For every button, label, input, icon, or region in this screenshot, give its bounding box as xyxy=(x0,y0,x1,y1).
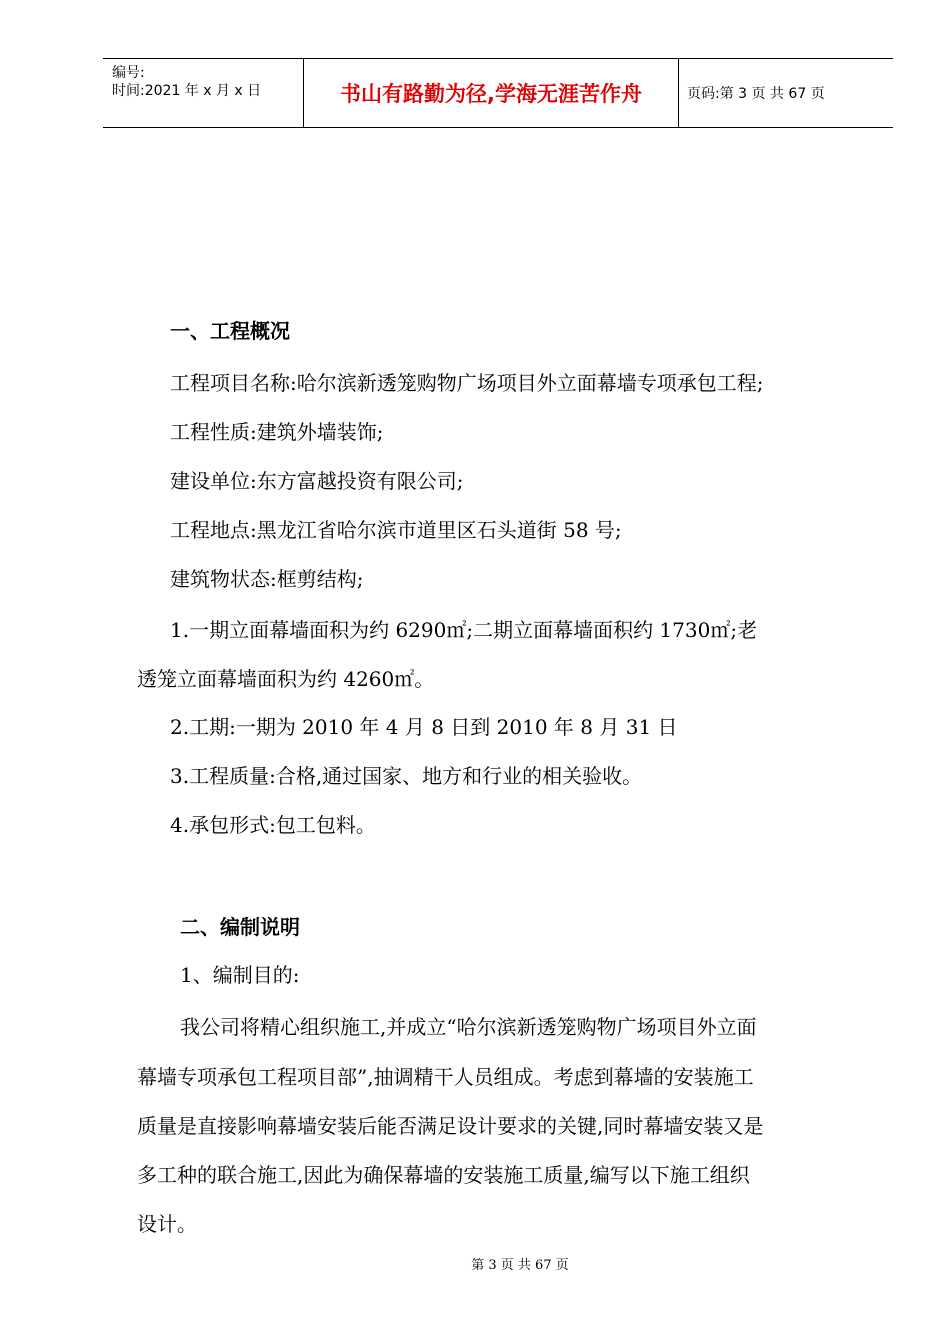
paragraph-line: 多工种的联合施工,因此为确保幕墙的安装施工质量,编写以下施工组织 xyxy=(137,1163,750,1187)
paragraph-line: 幕墙专项承包工程项目部”,抽调精干人员组成。考虑到幕墙的安装施工 xyxy=(137,1065,754,1089)
page-code: 页码:第 3 页 共 67 页 xyxy=(687,86,825,102)
paragraph-line: 透笼立面幕墙面积为约 4260㎡。 xyxy=(137,667,435,691)
paragraph-line: 工程地点:黑龙江省哈尔滨市道里区石头道街 58 号; xyxy=(170,518,622,542)
serial-label: 编号: xyxy=(112,65,145,81)
paragraph-line: 2.工期:一期为 2010 年 4 月 8 日到 2010 年 8 月 31 日 xyxy=(170,715,678,739)
paragraph-line: 建设单位:东方富越投资有限公司; xyxy=(170,469,464,493)
paragraph-line: 1.一期立面幕墙面积为约 6290㎡;二期立面幕墙面积约 1730㎡;老 xyxy=(170,618,758,642)
subheading-purpose: 1、编制目的: xyxy=(180,963,300,987)
paragraph-line: 4.承包形式:包工包料。 xyxy=(170,813,376,837)
paragraph-line: 工程性质:建筑外墙装饰; xyxy=(170,420,384,444)
time-label: 时间:2021 年 x 月 x 日 xyxy=(112,83,262,99)
paragraph-line: 质量是直接影响幕墙安装后能否满足设计要求的关键,同时幕墙安装又是 xyxy=(137,1114,764,1138)
paragraph-line: 3.工程质量:合格,通过国家、地方和行业的相关验收。 xyxy=(170,764,643,788)
section-heading-notes: 二、编制说明 xyxy=(180,915,300,939)
section-heading-overview: 一、工程概况 xyxy=(170,319,290,343)
page-header xyxy=(103,58,893,128)
header-page-cell xyxy=(678,59,893,127)
header-motto-cell xyxy=(303,59,679,127)
paragraph-line: 建筑物状态:框剪结构; xyxy=(170,567,364,591)
paragraph-line: 设计。 xyxy=(137,1212,197,1236)
motto: 书山有路勤为径,学海无涯苦作舟 xyxy=(340,82,642,106)
paragraph-line: 我公司将精心组织施工,并成立“哈尔滨新透笼购物广场项目外立面 xyxy=(180,1015,757,1039)
paragraph-line: 工程项目名称:哈尔滨新透笼购物广场项目外立面幕墙专项承包工程; xyxy=(170,371,764,395)
header-info-cell xyxy=(103,59,303,127)
page-footer: 第 3 页 共 67 页 xyxy=(471,1258,569,1273)
